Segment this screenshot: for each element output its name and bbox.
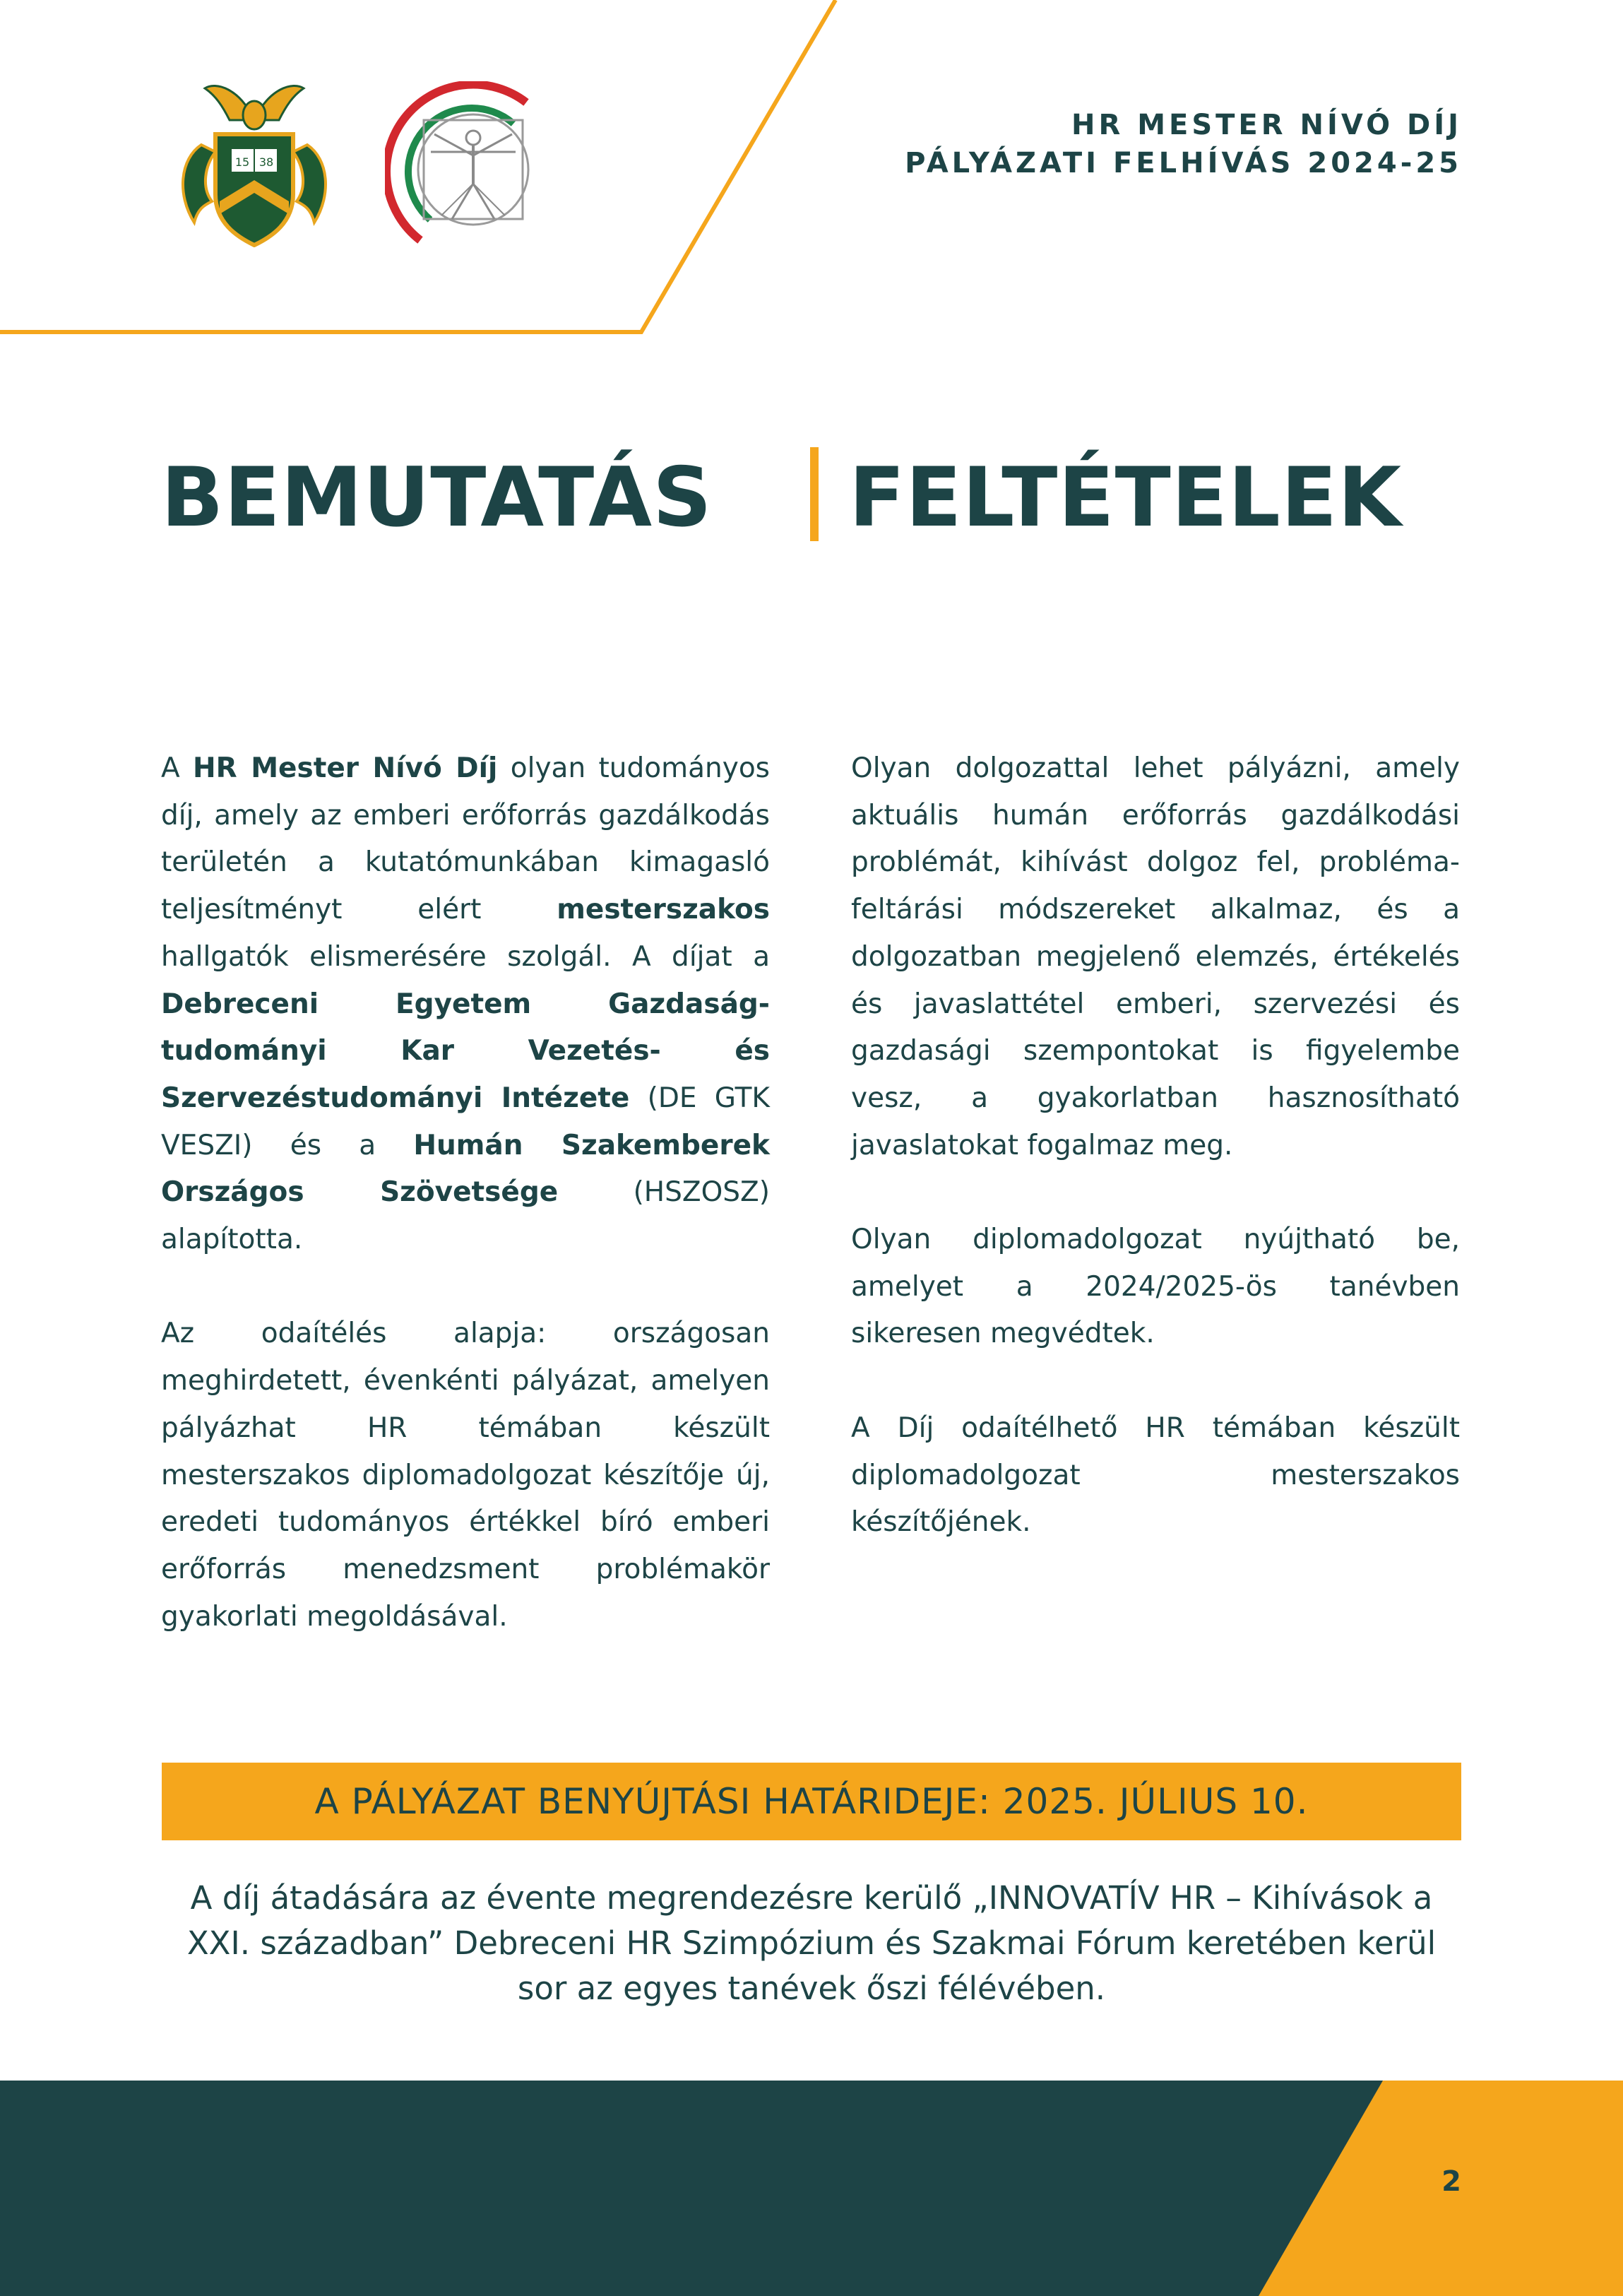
university-crest-icon bbox=[173, 81, 335, 247]
closing-paragraph: A díj átadására az évente megrendezésre kerülő „INNOVATÍV HR – Kihívások a XXI. században” Debreceni HR Szimpózium és Szakmai Fórum keretében kerül sor az egyes tanévek őszi félévében. bbox=[186, 1879, 1437, 2007]
right-paragraph-3: A Díj odaítélhető HR témában készült diplomadolgozat mesterszakos készítőjének. bbox=[851, 1412, 1460, 1539]
left-column-text bbox=[161, 745, 770, 1688]
svg-text:38: 38 bbox=[258, 155, 274, 169]
left-paragraph-1: A HR Mester Nívó Díj olyan tudományos díj, amely az emberi erőforrás gazdálkodás területén a kutatómunkában kimagasló teljesítményt elért mesterszakos hallgatók elismerésére szolgál. A díjat a Debreceni Egyetem Gazdaság-tudományi Kar Vezetés- és Szervezéstudományi Intézete (DE GTK VESZI) és a Humán Szakemberek Országos Szövetsége (HSZOSZ) alapította. bbox=[161, 752, 770, 1256]
right-column-text bbox=[851, 745, 1460, 1594]
right-paragraph-2: Olyan diplomadolgozat nyújtható be, amelyet a 2024/2025-ös tanévben sikeresen megvédtek. bbox=[851, 1224, 1460, 1350]
association-name: Humán Szakemberek Országos Szövetsége bbox=[161, 1129, 770, 1209]
vitruvian-man-logo-icon bbox=[385, 81, 554, 251]
deadline-text: A PÁLYÁZAT BENYÚJTÁSI HATÁRIDEJE: 2025. JÚLIUS 10. bbox=[314, 1781, 1309, 1822]
deadline-banner bbox=[162, 1763, 1461, 1840]
page-number: 2 bbox=[1441, 2165, 1461, 2198]
left-paragraph-2: Az odaítélés alapja: országosan meghirdetett, évenkénti pályázat, amelyen pályázhat HR témában készült mesterszakos diplomadolgozat készítője új, eredeti tudományos értékkel bíró emberi erőforrás menedzsment problémakör gyakorlati megoldásával. bbox=[161, 1318, 770, 1633]
header-title-line1: HR MESTER NÍVÓ DÍJ bbox=[1071, 109, 1462, 141]
section-title-bemutatas: BEMUTATÁS bbox=[161, 450, 713, 545]
title-divider bbox=[810, 447, 819, 541]
svg-text:15: 15 bbox=[234, 155, 250, 169]
institute-name: Debreceni Egyetem Gazdaság-tudományi Kar Vezetés- és Szervezéstudományi Intézete bbox=[161, 988, 770, 1114]
right-paragraph-1: Olyan dolgozattal lehet pályázni, amely aktuális humán erőforrás gazdálkodási problémát, kihívást dolgoz fel, probléma-feltárási módszereket alkalmaz, és a dolgozatban megjelenő elemzés, értékelés és javaslattétel emberi, szervezési és gazdasági szempontokat is figyelembe vesz, a gyakorlatban hasznosítható javaslatokat fogalmaz meg. bbox=[851, 752, 1460, 1161]
award-name: HR Mester Nívó Díj bbox=[193, 752, 498, 784]
header-title-line2: PÁLYÁZATI FELHÍVÁS 2024-25 bbox=[905, 147, 1462, 179]
section-title-feltetelek: FELTÉTELEK bbox=[849, 450, 1402, 545]
document-header-title bbox=[905, 106, 1462, 182]
footer-decoration bbox=[0, 2081, 1623, 2296]
